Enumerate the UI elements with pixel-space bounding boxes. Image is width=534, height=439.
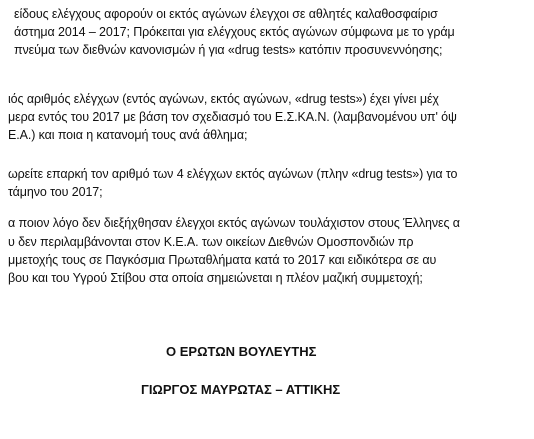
paragraph-2-line-2: μερα εντός του 2017 με βάση τον σχεδιασμό του Ε.Σ.ΚΑ.Ν. (λαμβανομένου υπ' όψ	[8, 110, 457, 124]
paragraph-2-line-1: ιός αριθμός ελέγχων (εντός αγώνων, εκτός αγώνων, «drug tests») έχει γίνει μέχ	[8, 92, 439, 106]
paragraph-3-line-2: τάμηνο του 2017;	[8, 185, 103, 199]
paragraph-1-line-3: πνεύμα των διεθνών κανονισμών ή για «drug tests» κατόπιν προσυνεννόησης;	[14, 43, 443, 57]
paragraph-1-line-1: είδους ελέγχους αφορούν οι εκτός αγώνων έλεγχοι σε αθλητές καλαθοσφαίρισ	[14, 7, 438, 21]
paragraph-2-line-3: Ε.Α.) και ποια η κατανομή τους ανά άθλημα;	[8, 128, 248, 142]
paragraph-4-line-4: βου και του Υγρού Στίβου στα οποία σημειώνεται η πλέον μαζική συμμετοχή;	[8, 271, 423, 285]
paragraph-4-line-3: μμετοχής τους σε Παγκόσμια Πρωταθλήματα κατά το 2017 και ειδικότερα σε αυ	[8, 253, 437, 267]
paragraph-3-line-1: ωρείτε επαρκή τον αριθμό των 4 ελέγχων εκτός αγώνων (πλην «drug tests») για το	[8, 167, 458, 181]
paragraph-4-line-1: α ποιον λόγο δεν διεξήχθησαν έλεγχοι εκτός αγώνων τουλάχιστον στους Έλληνες α	[8, 216, 460, 230]
signature-name: ΓΙΩΡΓΟΣ ΜΑΥΡΩΤΑΣ – ΑΤΤΙΚΗΣ	[141, 382, 341, 397]
signature-role: Ο ΕΡΩΤΩΝ ΒΟΥΛΕΥΤΗΣ	[166, 344, 317, 359]
paragraph-4-line-2: υ δεν περιλαμβάνονται στον Κ.Ε.Α. των οικείων Διεθνών Ομοσπονδιών πρ	[8, 235, 414, 249]
paragraph-1-line-2: άστημα 2014 – 2017; Πρόκειται για ελέγχους εκτός αγώνων σύμφωνα με το γράμ	[14, 25, 455, 39]
